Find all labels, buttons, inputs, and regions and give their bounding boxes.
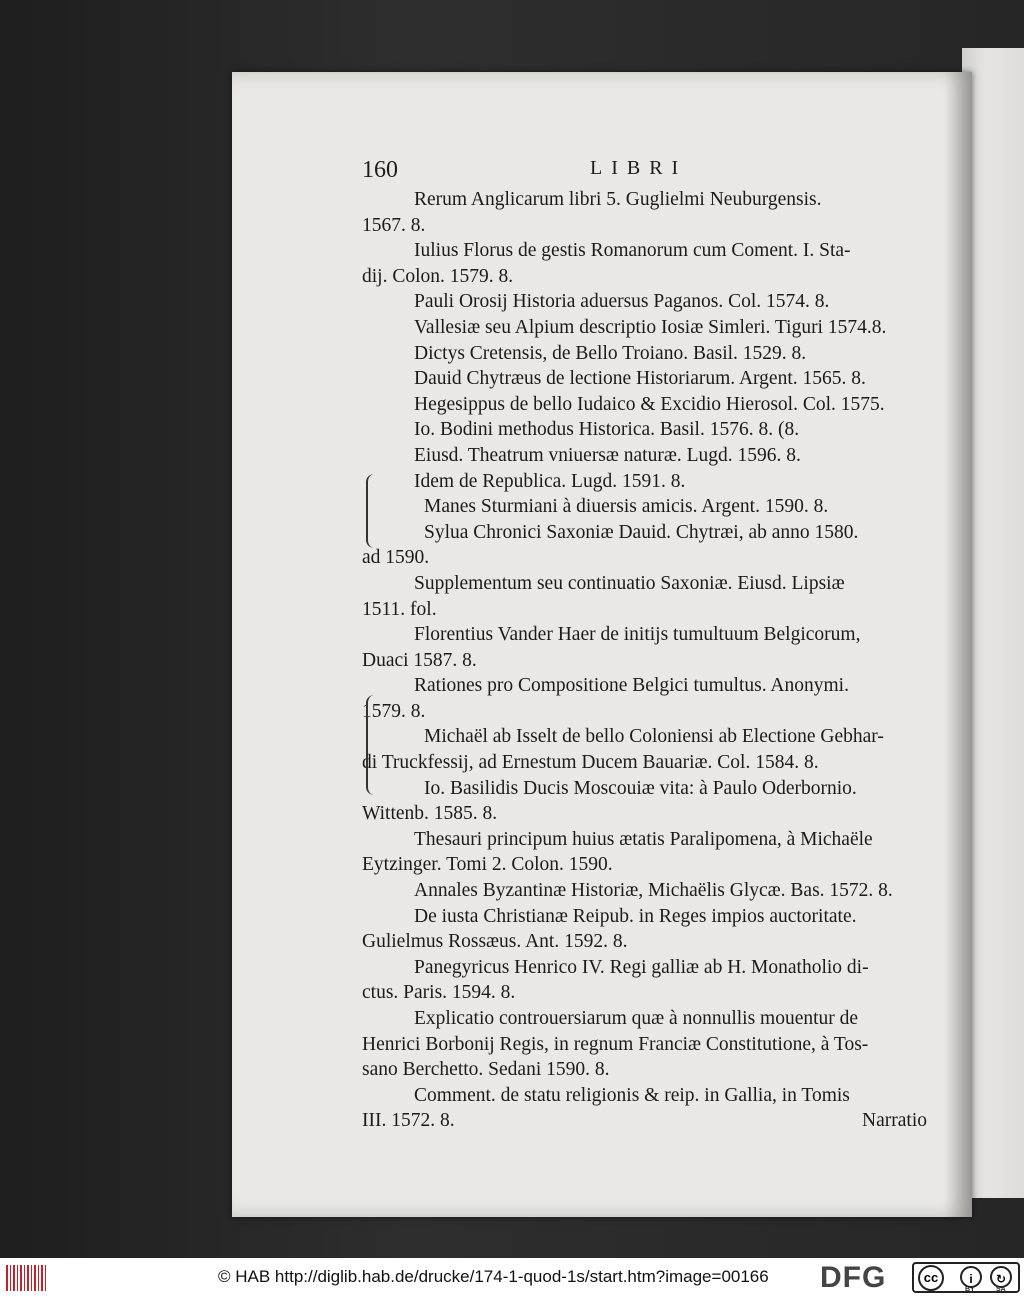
page-number: 160 — [362, 157, 398, 183]
license-by-label: BY — [965, 1286, 975, 1293]
text-line: Wittenb. 1585. 8. — [362, 803, 498, 825]
text-line: Gulielmus Rossæus. Ant. 1592. 8. — [362, 931, 628, 953]
license-badge[interactable] — [912, 1262, 1020, 1293]
text-line: Florentius Vander Haer de initijs tumultuum Belgicorum, — [414, 624, 861, 646]
text-line: Idem de Republica. Lugd. 1591. 8. — [414, 470, 686, 492]
text-line: Henrici Borbonij Regis, in regnum Franciæ Constitutione, à Tos- — [362, 1033, 869, 1055]
viewer-footer — [0, 1258, 1024, 1297]
text-line: Hegesippus de bello Iudaico & Excidio Hierosol. Col. 1575. — [414, 393, 885, 415]
book-page — [232, 72, 972, 1217]
text-line: Annales Byzantinæ Historiæ, Michaëlis Glycæ. Bas. 1572. 8. — [414, 880, 893, 902]
text-line: Io. Basilidis Ducis Moscouiæ vita: à Paulo Oderbornio. — [424, 777, 857, 799]
text-line: Eytzinger. Tomi 2. Colon. 1590. — [362, 854, 613, 876]
text-line: Supplementum seu continuatio Saxoniæ. Eiusd. Lipsiæ — [414, 572, 845, 594]
text-line: Thesauri principum huius ætatis Paralipomena, à Michaële — [414, 828, 873, 850]
source-credit-link[interactable]: © HAB http://diglib.hab.de/drucke/174-1-quod-1s/start.htm?image=00166 — [218, 1267, 769, 1286]
text-line: 1511. fol. — [362, 598, 437, 620]
text-line: Dictys Cretensis, de Bello Troiano. Basil. 1529. 8. — [414, 342, 807, 364]
page-header — [362, 157, 922, 187]
sa-share-alike-icon: ↻ — [990, 1266, 1012, 1288]
text-line: De iusta Christianæ Reipub. in Reges impios auctoritate. — [414, 905, 857, 927]
text-line: Michaël ab Isselt de bello Coloniensi ab Electione Gebhar- — [424, 726, 884, 748]
license-sa-label: SA — [996, 1286, 1006, 1293]
running-head: LIBRI — [590, 157, 688, 179]
text-line: 1567. 8. — [362, 214, 426, 236]
dfg-logo[interactable]: DFG — [820, 1261, 887, 1294]
text-line: Rationes pro Compositione Belgici tumultus. Anonymi. — [414, 675, 849, 697]
cc-icon: cc — [918, 1265, 944, 1291]
text-line: Io. Bodini methodus Historica. Basil. 1576. 8. (8. — [414, 419, 800, 441]
text-line: Panegyricus Henrico IV. Regi galliæ ab H. Monatholio di- — [414, 956, 869, 978]
margin-bracket — [366, 695, 378, 795]
text-line: ctus. Paris. 1594. 8. — [362, 982, 516, 1004]
text-line: Vallesiæ seu Alpium descriptio Iosiæ Simleri. Tiguri 1574.8. — [414, 316, 887, 338]
text-line: Dauid Chytræus de lectione Historiarum. Argent. 1565. 8. — [414, 368, 866, 390]
text-line: Comment. de statu religionis & reip. in Gallia, in Tomis — [414, 1084, 850, 1106]
catchword: Narratio — [862, 1110, 927, 1132]
text-line: Manes Sturmiani à diuersis amicis. Argent. 1590. 8. — [424, 496, 829, 518]
text-line: Iulius Florus de gestis Romanorum cum Coment. I. Sta- — [414, 240, 851, 262]
page-gutter-shadow — [944, 72, 972, 1217]
text-line: dij. Colon. 1579. 8. — [362, 265, 514, 287]
text-line: sano Berchetto. Sedani 1590. 8. — [362, 1059, 610, 1081]
text-line: Explicatio controuersiarum quæ à nonnullis mouentur de — [414, 1008, 859, 1029]
hab-logo-icon[interactable] — [6, 1265, 48, 1291]
catalogue-text — [362, 187, 927, 1134]
text-line: di Truckfessij, ad Ernestum Ducem Bauariæ. Col. 1584. 8. — [362, 752, 819, 774]
text-line: ad 1590. — [362, 547, 430, 569]
by-person-icon: i — [960, 1266, 982, 1288]
text-line: Pauli Orosij Historia aduersus Paganos. Col. 1574. 8. — [414, 291, 830, 313]
margin-bracket — [366, 474, 378, 548]
text-line: Sylua Chronici Saxoniæ Dauid. Chytræi, ab anno 1580. — [424, 521, 859, 543]
text-line: Duaci 1587. 8. — [362, 649, 477, 671]
text-line: Rerum Anglicarum libri 5. Guglielmi Neuburgensis. — [414, 189, 822, 210]
last-line-left: III. 1572. 8. — [362, 1110, 455, 1132]
text-line: Eiusd. Theatrum vniuersæ naturæ. Lugd. 1596. 8. — [414, 444, 801, 466]
last-line — [362, 1108, 927, 1134]
text-line: 1579. 8. — [362, 700, 426, 722]
